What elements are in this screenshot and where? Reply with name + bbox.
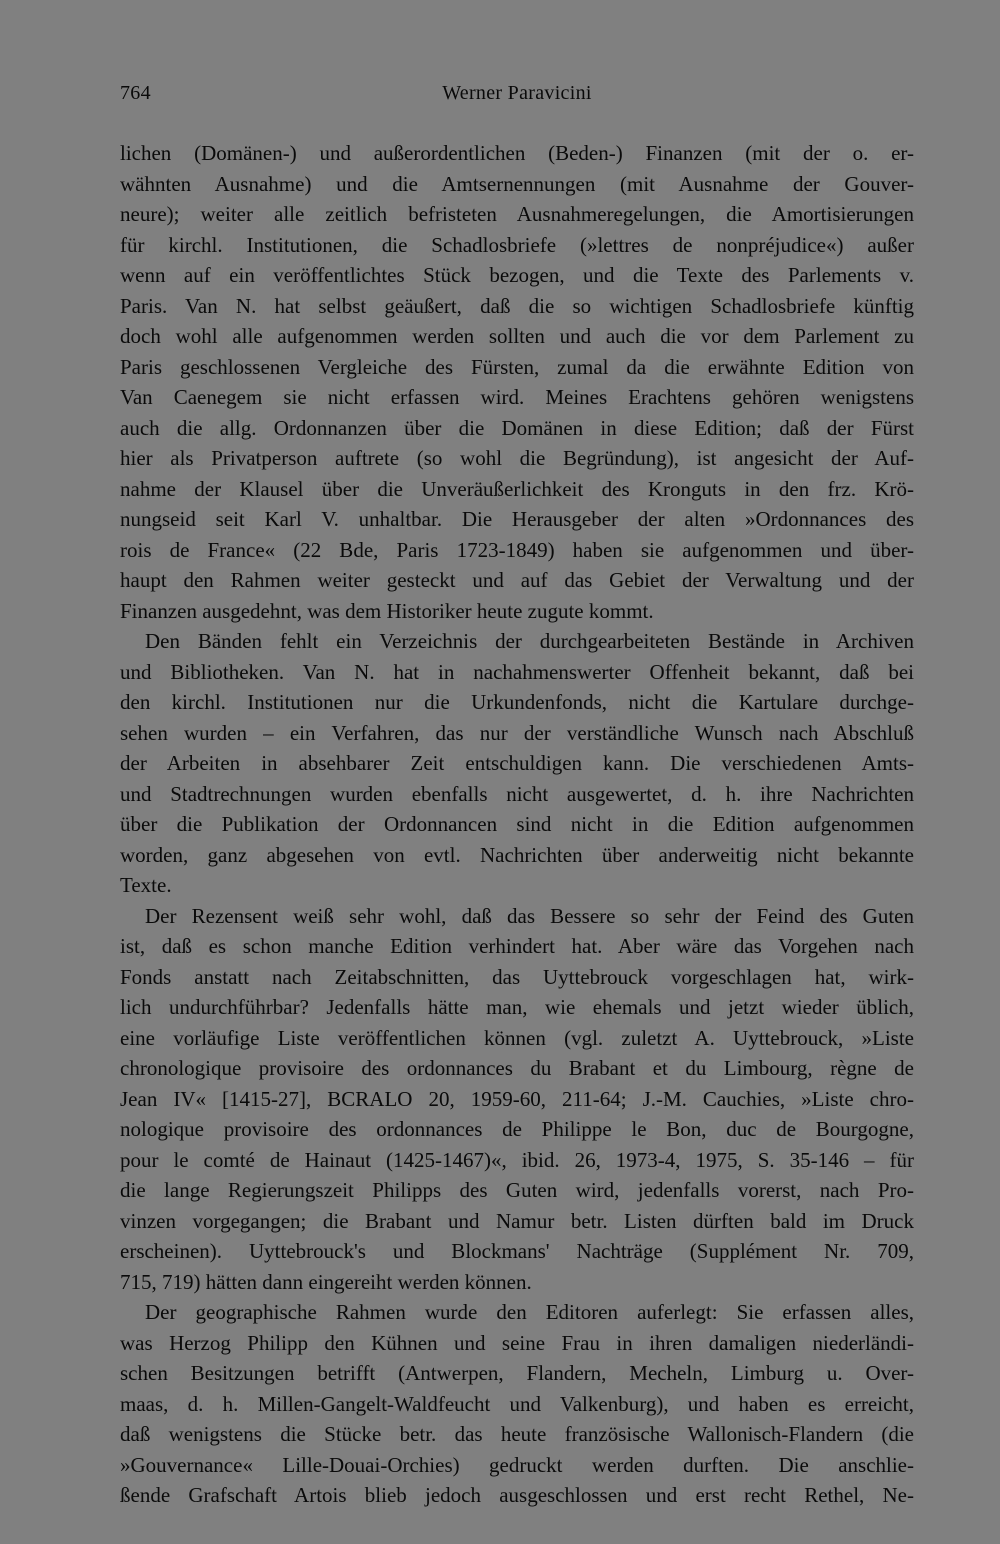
text-line: Van Caenegem sie nicht erfassen wird. Meines Erachtens gehören wenigstens	[120, 385, 914, 409]
text-line: was Herzog Philipp den Kühnen und seine Frau in ihren damaligen niederländi-	[120, 1330, 914, 1355]
text-line: nungseid seit Karl V. unhaltbar. Die Herausgeber der alten »Ordonnances des	[120, 507, 914, 531]
text-line: lich undurchführbar? Jedenfalls hätte man, wie ehemals und jetzt wieder üblich,	[120, 995, 914, 1019]
text-line: »Gouvernance« Lille-Douai-Orchies) gedruckt werden durften. Die anschlie-	[120, 1452, 914, 1477]
text-line: Texte.	[120, 873, 172, 897]
text-line: vinzen vorgegangen; die Brabant und Namur betr. Listen dürften bald im Druck	[120, 1208, 914, 1233]
text-line: den kirchl. Institutionen nur die Urkundenfonds, nicht die Kartulare durchge-	[120, 690, 914, 714]
text-line: haupt den Rahmen weiter gesteckt und auf das Gebiet der Verwaltung und der	[120, 568, 914, 592]
text-line: die lange Regierungszeit Philipps des Guten wird, jedenfalls vorerst, nach Pro-	[120, 1178, 914, 1202]
text-line: 715, 719) hätten dann eingereiht werden können.	[120, 1269, 532, 1294]
text-line: Paris. Van N. hat selbst geäußert, daß die so wichtigen Schadlosbriefe künftig	[120, 293, 914, 318]
text-line: der Arbeiten in absehbarer Zeit entschuldigen kann. Die verschiedenen Amts-	[120, 751, 914, 775]
text-line: Finanzen ausgedehnt, was dem Historiker heute zugute kommt.	[120, 598, 654, 623]
text-line: und Bibliotheken. Van N. hat in nachahmenswerter Offenheit bekannt, daß bei	[120, 659, 914, 684]
text-line: eine vorläufige Liste veröffentlichen können (vgl. zuletzt A. Uyttebrouck, »Liste	[120, 1025, 914, 1050]
text-line: schen Besitzungen betrifft (Antwerpen, Flandern, Mecheln, Limburg u. Over-	[120, 1361, 914, 1385]
running-head-author: Werner Paravicini	[442, 82, 592, 104]
text-line: über die Publikation der Ordonnancen sind nicht in die Edition aufgenommen	[120, 812, 914, 836]
text-line: für kirchl. Institutionen, die Schadlosbriefe (»lettres de nonpréjudice«) außer	[120, 232, 914, 257]
text-line: Der geographische Rahmen wurde den Editoren auferlegt: Sie erfassen alles,	[145, 1300, 914, 1324]
text-line: rois de France« (22 Bde, Paris 1723-1849) haben sie aufgenommen und über-	[120, 537, 914, 562]
text-line: ist, daß es schon manche Edition verhindert hat. Aber wäre das Vorgehen nach	[120, 934, 914, 958]
text-line: sehen wurden – ein Verfahren, das nur der verständliche Wunsch nach Abschluß	[120, 720, 914, 745]
text-line: lichen (Domänen-) und außerordentlichen (Beden-) Finanzen (mit der o. er-	[120, 141, 914, 165]
text-line: wähnten Ausnahme) und die Amtsernennungen (mit Ausnahme der Gouver-	[120, 171, 914, 196]
text-line: Den Bänden fehlt ein Verzeichnis der durchgearbeiteten Bestände in Archiven	[145, 629, 914, 653]
page-number: 764	[120, 82, 151, 104]
text-line: Fonds anstatt nach Zeitabschnitten, das Uyttebrouck vorgeschlagen hat, wirk-	[120, 964, 914, 989]
text-line: hier als Privatperson auftrete (so wohl die Begründung), ist angesicht der Auf-	[120, 446, 914, 470]
text-line: worden, ganz abgesehen von evtl. Nachrichten über anderweitig nicht bekannte	[120, 842, 914, 867]
text-line: maas, d. h. Millen-Gangelt-Waldfeucht und Valkenburg), und haben es erreicht,	[120, 1391, 914, 1416]
text-line: nologique provisoire des ordonnances de Philippe le Bon, duc de Bourgogne,	[120, 1117, 914, 1141]
text-line: und Stadtrechnungen wurden ebenfalls nicht ausgewertet, d. h. ihre Nachrichten	[120, 781, 914, 806]
text-line: daß wenigstens die Stücke betr. das heute französische Wallonisch-Flandern (die	[120, 1422, 914, 1446]
running-header	[120, 82, 914, 114]
text-line: neure); weiter alle zeitlich befristeten Ausnahmeregelungen, die Amortisierungen	[120, 202, 914, 226]
text-line: nahme der Klausel über die Unveräußerlichkeit des Kronguts in den frz. Krö-	[120, 476, 914, 501]
text-line: auch die allg. Ordonnanzen über die Domänen in diese Edition; daß der Fürst	[120, 415, 914, 440]
text-line: Der Rezensent weiß sehr wohl, daß das Bessere so sehr der Feind des Guten	[145, 903, 914, 928]
text-line: Jean IV« [1415-27], BCRALO 20, 1959-60, 211-64; J.-M. Cauchies, »Liste chro-	[120, 1086, 914, 1111]
text-line: wenn auf ein veröffentlichtes Stück bezogen, und die Texte des Parlements v.	[120, 263, 914, 287]
text-line: Paris geschlossenen Vergleiche des Fürsten, zumal da die erwähnte Edition von	[120, 354, 914, 379]
text-line: ßende Grafschaft Artois blieb jedoch ausgeschlossen und erst recht Rethel, Ne-	[120, 1483, 914, 1507]
body-text	[120, 138, 914, 1511]
text-line: chronologique provisoire des ordonnances du Brabant et du Limbourg, règne de	[120, 1056, 914, 1080]
text-line: erscheinen). Uyttebrouck's und Blockmans' Nachträge (Supplément Nr. 709,	[120, 1239, 914, 1263]
text-line: doch wohl alle aufgenommen werden sollten und auch die vor dem Parlement zu	[120, 324, 914, 348]
text-line: pour le comté de Hainaut (1425-1467)«, ibid. 26, 1973-4, 1975, S. 35-146 – für	[120, 1147, 914, 1172]
